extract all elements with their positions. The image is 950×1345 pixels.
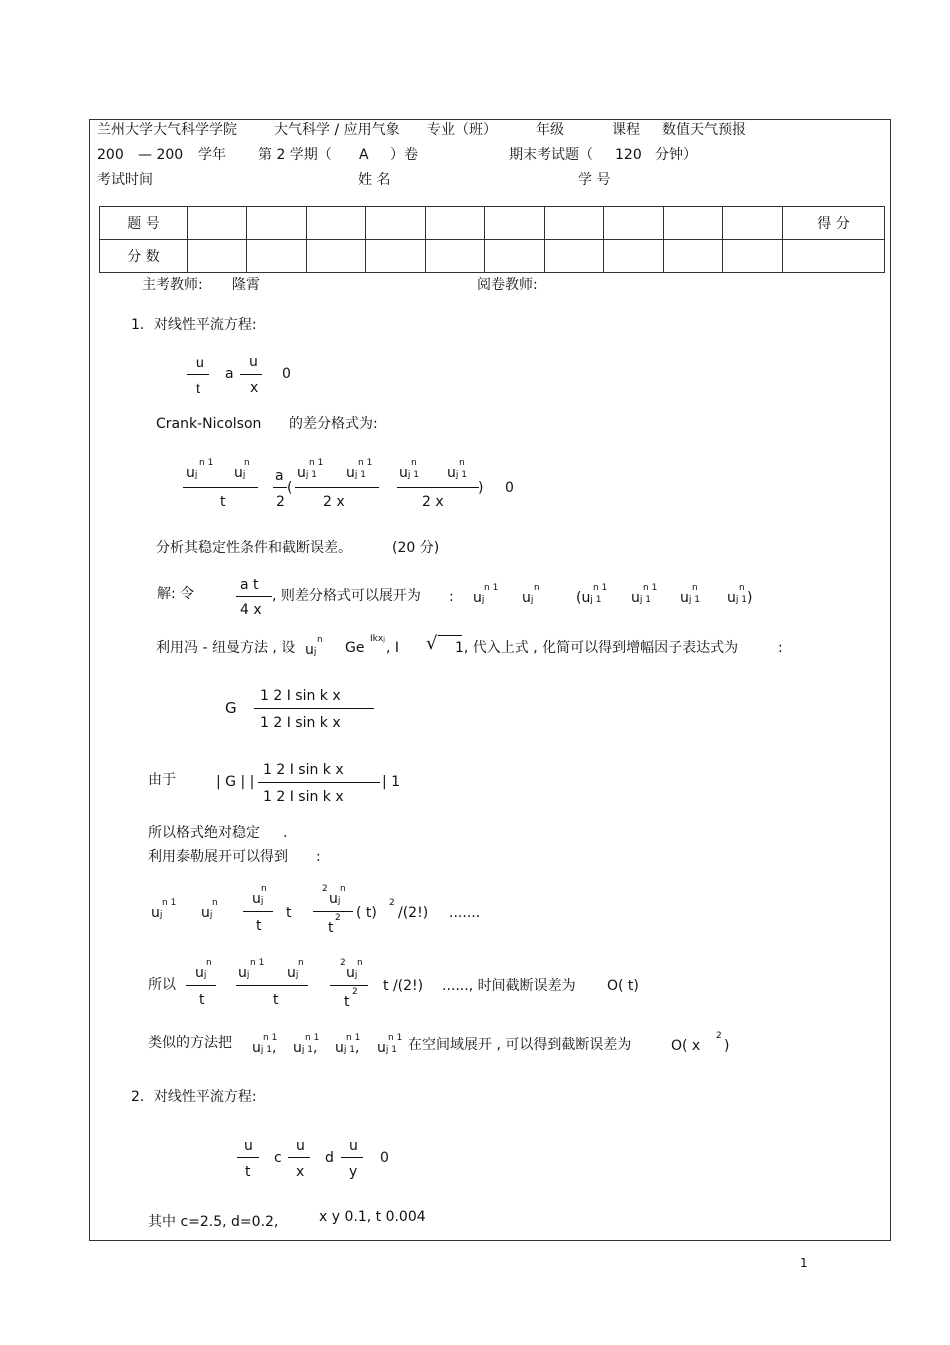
score-cell: [485, 207, 545, 240]
score-row-points: [100, 240, 885, 273]
score-cell: [604, 240, 664, 273]
space-error-order: O( x: [671, 1038, 701, 1054]
paper-suffix: ）卷: [390, 147, 418, 163]
time-error-text: ......, 时间截断误差为: [442, 978, 576, 994]
score-cell: [485, 240, 545, 273]
since-label: 由于: [148, 772, 176, 788]
so-label: 所以: [148, 977, 176, 993]
space-order-exponent: 2: [716, 1031, 722, 1041]
exam-type: 期末考试题（: [509, 147, 593, 163]
score-cell: [247, 240, 307, 273]
paper-type: A: [359, 147, 369, 163]
score-cell: [664, 240, 723, 273]
taylor-intro: 利用泰勒展开可以得到: [148, 849, 288, 865]
score-cell: [366, 240, 426, 273]
exam-time-label: 考试时间: [97, 172, 153, 188]
colon-mark: :: [316, 849, 321, 865]
scheme-suffix: 的差分格式为:: [289, 416, 378, 432]
score-cell: [188, 207, 247, 240]
q2-given-prefix: 其中 c=2.5, d=0.2,: [148, 1214, 279, 1230]
q1-points: (20 分): [392, 540, 440, 556]
space-order-close: ): [724, 1038, 730, 1054]
score-table: [99, 206, 885, 273]
chief-teacher-name: 隆霄: [232, 277, 260, 293]
time-error-order: O( t): [607, 978, 639, 994]
major-label: 专业（班）: [427, 122, 497, 138]
score-cell: [188, 240, 247, 273]
solution-prefix: 解: 令: [157, 586, 195, 602]
exam-minutes: 120: [615, 147, 642, 163]
major: 大气科学 / 应用气象: [274, 122, 400, 138]
score-cell: [664, 207, 723, 240]
score-cell: [366, 207, 426, 240]
minutes-suffix: 分钟）: [655, 147, 697, 163]
total-label: 得 分: [783, 207, 885, 240]
score-cell: [545, 240, 604, 273]
sqrt-bar: [438, 635, 462, 636]
q2-given-values: x y 0.1, t 0.004: [319, 1209, 426, 1225]
q1-task: 分析其稳定性条件和截断误差。: [156, 540, 352, 556]
stable-conclusion: 所以格式绝对稳定: [148, 825, 260, 841]
von-neumann-after: 1, 代入上式 , 化简可以得到增幅因子表达式为: [455, 640, 739, 656]
colon-mark: :: [778, 640, 783, 656]
school-name: 兰州大学大气科学学院: [97, 122, 237, 138]
year-to: — 200: [138, 147, 184, 163]
solution-after: , 则差分格式可以展开为: [272, 588, 421, 604]
von-neumann-text: 利用冯 - 纽曼方法 , 设: [156, 640, 296, 656]
q2-title: 2．对线性平流方程:: [131, 1089, 257, 1105]
chief-teacher-label: 主考教师:: [142, 277, 203, 293]
score-cell: [723, 207, 783, 240]
sqrt-icon: √: [426, 633, 438, 654]
student-id-label: 学 号: [578, 172, 611, 188]
taylor-dots: .......: [449, 905, 481, 921]
semester: 第 2 学期（: [258, 147, 332, 163]
score-cell: [723, 240, 783, 273]
space-error-text: 在空间域展开 , 可以得到截断误差为: [408, 1037, 632, 1053]
row-label-points: 分 数: [100, 240, 188, 273]
period-mark: .: [283, 825, 288, 841]
score-cell: [426, 240, 485, 273]
score-cell: [783, 240, 885, 273]
score-cell: [545, 207, 604, 240]
year-from: 200: [97, 147, 124, 163]
score-row-numbers: [100, 207, 885, 240]
page-number: 1: [800, 1256, 808, 1270]
row-label-question: 题 号: [100, 207, 188, 240]
grade-label: 年级: [536, 122, 564, 138]
score-cell: [307, 207, 366, 240]
score-cell: [307, 240, 366, 273]
grader-label: 阅卷教师:: [477, 277, 538, 293]
q1-title: 1．对线性平流方程:: [131, 317, 257, 333]
similar-method: 类似的方法把: [148, 1035, 232, 1051]
von-neumann-mid: , I: [386, 640, 400, 656]
course-name: 数值天气预报: [662, 122, 746, 138]
score-cell: [426, 207, 485, 240]
score-cell: [604, 207, 664, 240]
year-label: 学年: [198, 147, 226, 163]
scheme-name: Crank-Nicolson: [156, 416, 262, 432]
course-label: 课程: [612, 122, 640, 138]
name-label: 姓 名: [358, 172, 391, 188]
score-cell: [247, 207, 307, 240]
